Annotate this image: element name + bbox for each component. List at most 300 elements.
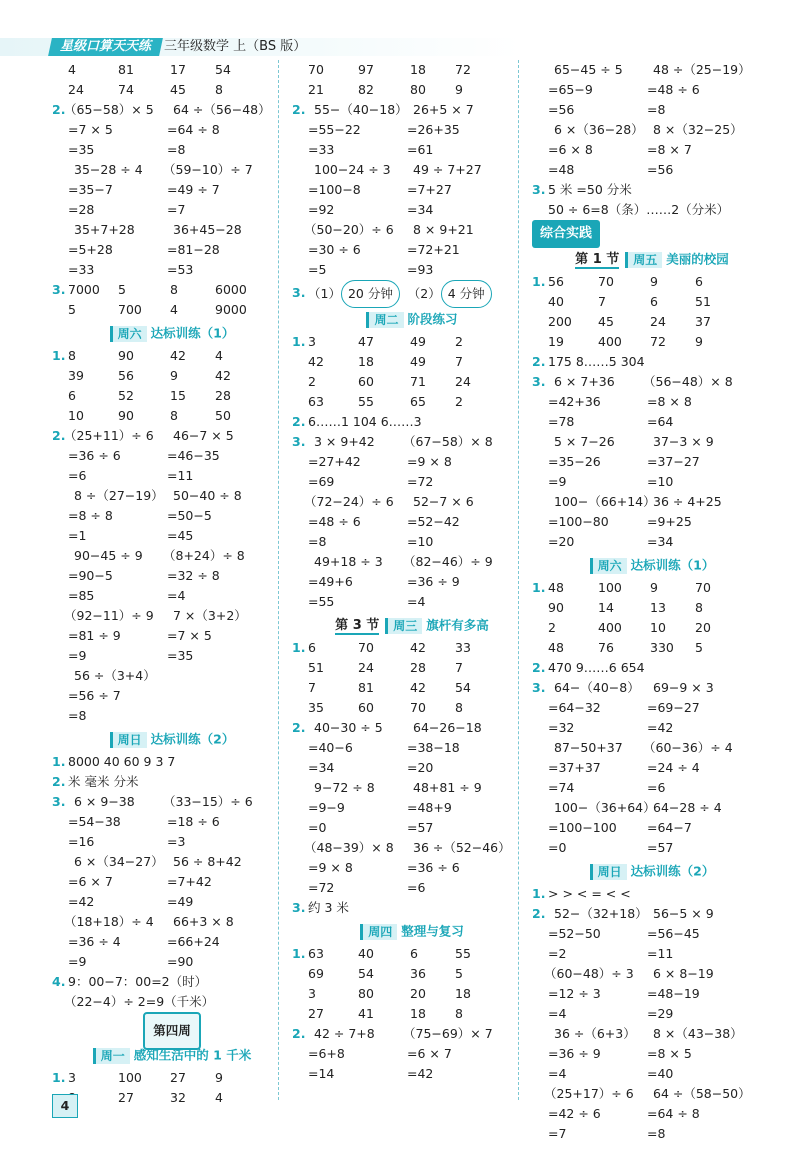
answer-cell: =20	[407, 760, 434, 775]
answer-row	[52, 626, 292, 646]
answer-row	[532, 180, 772, 200]
answer-row	[292, 658, 532, 678]
section-heading	[292, 918, 532, 944]
answer-row	[532, 200, 772, 220]
answer-row	[52, 346, 292, 366]
answer-cell: 80	[410, 82, 426, 97]
answer-row	[52, 386, 292, 406]
answer-cell: 7	[308, 680, 316, 695]
answer-cell: 54	[455, 680, 471, 695]
answer-cell: =9 × 8	[308, 860, 353, 875]
answer-cell: 63	[308, 946, 324, 961]
answer-cell: 24	[68, 82, 84, 97]
answer-cell: 10	[68, 408, 84, 423]
answer-cell: =100−100	[548, 820, 617, 835]
answer-cell: 51	[695, 294, 711, 309]
answer-row	[52, 140, 292, 160]
answer-cell: 5	[68, 302, 76, 317]
answer-row	[532, 778, 772, 798]
answer-cell: =32	[548, 720, 575, 735]
answer-row	[52, 280, 292, 300]
answer-row	[292, 818, 532, 838]
answer-cell: =14	[308, 1066, 335, 1081]
answer-row	[52, 912, 292, 932]
answer-cell: 90	[548, 600, 564, 615]
answer-row	[532, 944, 772, 964]
answer-cell: （56−48）× 8	[643, 374, 733, 389]
section-heading	[292, 612, 532, 638]
answer-cell: 8	[455, 1006, 463, 1021]
answer-cell: 48 ÷（25−19）	[653, 62, 751, 77]
answer-row	[52, 892, 292, 912]
answer-cell: =8	[68, 708, 87, 723]
answer-cell: =90	[167, 954, 194, 969]
answer-cell: =5+28	[68, 242, 113, 257]
answer-cell: =61	[407, 142, 434, 157]
answer-cell: =12 ÷ 3	[548, 986, 601, 1001]
answer-cell: =64−7	[647, 820, 692, 835]
answer-cell: 8	[170, 282, 178, 297]
answer-cell: =74	[548, 780, 575, 795]
answer-cell: 70	[358, 640, 374, 655]
answer-cell: 64−26−18	[413, 720, 482, 735]
answer-cell: 18	[410, 1006, 426, 1021]
question-number: 2.	[292, 720, 306, 735]
answer-row	[532, 100, 772, 120]
answer-cell: 24	[455, 374, 471, 389]
answer-cell: =48 ÷ 6	[308, 514, 361, 529]
answer-cell: （50−20）÷ 6	[304, 222, 394, 237]
answer-cell: 18	[358, 354, 374, 369]
answer-cell: 64 ÷（58−50）	[653, 1086, 751, 1101]
answer-row	[52, 160, 292, 180]
answer-cell: 10	[650, 620, 666, 635]
answer-cell: 200	[548, 314, 572, 329]
answer-cell: 20	[695, 620, 711, 635]
answer-cell: =8 ÷ 8	[68, 508, 113, 523]
answer-cell: 9	[170, 368, 178, 383]
answer-row	[292, 80, 532, 100]
answer-cell: 70	[308, 62, 324, 77]
answer-cell: =81 ÷ 9	[68, 628, 121, 643]
answer-row	[532, 292, 772, 312]
answer-cell: =0	[548, 840, 567, 855]
question-number: 2.	[52, 774, 66, 789]
answer-row	[52, 526, 292, 546]
answer-cell: 69	[308, 966, 324, 981]
answer-cell: （59−10）÷ 7	[163, 162, 253, 177]
answer-row	[52, 406, 292, 426]
answer-cell: 2	[548, 620, 556, 635]
answer-row	[52, 706, 292, 726]
answer-cell: =36 ÷ 6	[407, 860, 460, 875]
answer-cell: 5	[455, 966, 463, 981]
answer-cell: =57	[647, 840, 674, 855]
question-number: 2.	[532, 906, 546, 921]
answer-cell: 7	[455, 660, 463, 675]
answer-cell: 39	[68, 368, 84, 383]
answer-row	[532, 638, 772, 658]
answer-cell: 82	[358, 82, 374, 97]
answer-row	[52, 792, 292, 812]
answer-cell: 18	[455, 986, 471, 1001]
answer-cell: 米 毫米 分米	[68, 774, 139, 789]
answer-cell: > > < = < <	[548, 886, 631, 901]
answer-cell: 18	[410, 62, 426, 77]
answer-cell: 40−30 ÷ 5	[314, 720, 383, 735]
answer-row	[532, 658, 772, 678]
question-number: 2.	[52, 428, 66, 443]
answer-cell: 50	[215, 408, 231, 423]
answer-row	[52, 812, 292, 832]
answer-cell: =40	[647, 1066, 674, 1081]
day-badge: 周日	[110, 732, 147, 748]
answer-row	[532, 372, 772, 392]
answer-cell: =5	[308, 262, 327, 277]
answer-cell: =72	[407, 474, 434, 489]
answer-cell: 48	[548, 640, 564, 655]
answer-cell: 6 × 7+36	[554, 374, 615, 389]
answer-row	[532, 160, 772, 180]
answer-row	[52, 872, 292, 892]
circled-answer: 20 分钟	[341, 280, 400, 308]
question-number: 2.	[52, 102, 66, 117]
answer-row	[292, 878, 532, 898]
answer-cell: 56 ÷ 8+42	[173, 854, 242, 869]
answer-row	[52, 180, 292, 200]
answer-row	[532, 432, 772, 452]
answer-row	[532, 578, 772, 598]
brand-label: 星级口算天天练	[48, 38, 163, 56]
answer-cell: 8 ×（43−38）	[653, 1026, 743, 1041]
answer-row	[532, 738, 772, 758]
day-badge: 周四	[360, 924, 397, 940]
section-title: 阶段练习	[407, 311, 458, 327]
answer-column-1	[52, 60, 292, 1108]
answer-cell: （22−4）÷ 2=9（千米）	[64, 994, 215, 1009]
answer-cell: =8 × 8	[647, 394, 692, 409]
answer-row	[52, 646, 292, 666]
answer-cell: 36 ÷（6+3）	[554, 1026, 636, 1041]
answer-row	[532, 678, 772, 698]
answer-row	[292, 838, 532, 858]
answer-row	[52, 1088, 292, 1108]
answer-cell: 27	[118, 1090, 134, 1105]
answer-row	[532, 312, 772, 332]
answer-row	[52, 466, 292, 486]
answer-row	[532, 452, 772, 472]
answer-cell: 8	[215, 82, 223, 97]
answer-cell: =28	[68, 202, 95, 217]
answer-cell: =18 ÷ 6	[167, 814, 220, 829]
question-number: 2.	[292, 102, 306, 117]
answer-cell: =27+42	[308, 454, 361, 469]
answer-cell: =7 × 5	[167, 628, 212, 643]
answer-cell: 51	[308, 660, 324, 675]
answer-cell: （92−11）÷ 9	[64, 608, 154, 623]
answer-cell: =66+24	[167, 934, 220, 949]
answer-cell: 42	[410, 680, 426, 695]
sub-label: （2）	[407, 286, 441, 301]
answer-cell: =38−18	[407, 740, 460, 755]
answer-cell: 35	[308, 700, 324, 715]
answer-cell: 9	[695, 334, 703, 349]
section-heading	[532, 552, 772, 578]
answer-cell: 42	[410, 640, 426, 655]
answer-cell: 66+3 × 8	[173, 914, 234, 929]
question-number: 3.	[292, 900, 306, 915]
answer-cell: （72−24）÷ 6	[304, 494, 394, 509]
answer-cell: 8000 40 60 9 3 7	[68, 754, 176, 769]
answer-row	[52, 220, 292, 240]
answer-cell: =93	[407, 262, 434, 277]
section-heading	[52, 726, 292, 752]
answer-row	[532, 964, 772, 984]
answer-cell: 2	[455, 394, 463, 409]
answer-cell: =53	[167, 262, 194, 277]
answer-cell: =69	[308, 474, 335, 489]
answer-cell: =32 ÷ 8	[167, 568, 220, 583]
answer-cell: =7 × 5	[68, 122, 113, 137]
answer-cell: 48+81 ÷ 9	[413, 780, 482, 795]
answer-cell: 36 ÷ 4+25	[653, 494, 722, 509]
answer-cell: =78	[548, 414, 575, 429]
answer-row	[532, 492, 772, 512]
answer-cell: 470 9……6 654	[548, 660, 645, 675]
answer-cell: 71	[410, 374, 426, 389]
answer-row	[292, 432, 532, 452]
answer-cell: 24	[358, 660, 374, 675]
answer-row	[292, 240, 532, 260]
answer-cell: 100	[598, 580, 622, 595]
answer-row	[292, 552, 532, 572]
answer-cell: 45	[598, 314, 614, 329]
answer-cell: =42 ÷ 6	[548, 1106, 601, 1121]
answer-row	[292, 492, 532, 512]
answer-cell: （25+11）÷ 6	[64, 428, 154, 443]
answer-cell: =36 ÷ 6	[68, 448, 121, 463]
answer-row	[532, 1044, 772, 1064]
answer-cell: 100−24 ÷ 3	[314, 162, 391, 177]
answer-row	[52, 260, 292, 280]
answer-row	[532, 1084, 772, 1104]
answer-cell: =52−42	[407, 514, 460, 529]
answer-cell: 8 × 9+21	[413, 222, 474, 237]
answer-cell: =37+37	[548, 760, 601, 775]
answer-cell: 8	[170, 408, 178, 423]
answer-row	[532, 272, 772, 292]
answer-cell: 55	[358, 394, 374, 409]
answer-row	[52, 80, 292, 100]
answer-cell: 70	[695, 580, 711, 595]
answer-cell: =36 ÷ 9	[548, 1046, 601, 1061]
answer-cell: =72+21	[407, 242, 460, 257]
answer-row	[292, 60, 532, 80]
answer-cell: 54	[215, 62, 231, 77]
answer-row	[52, 972, 292, 992]
answer-cell: 4	[215, 1090, 223, 1105]
answer-cell: =0	[308, 820, 327, 835]
answer-cell: 56 ÷（3+4）	[74, 668, 156, 683]
answer-row	[532, 798, 772, 818]
lesson-number: 第 1 节	[575, 251, 620, 267]
answer-cell: =9	[548, 474, 567, 489]
answer-cell: =6 × 8	[548, 142, 593, 157]
section-heading	[532, 858, 772, 884]
answer-cell: 5	[695, 640, 703, 655]
answer-cell: 56−5 × 9	[653, 906, 714, 921]
answer-cell: 9	[215, 1070, 223, 1085]
answer-cell: =7+42	[167, 874, 212, 889]
answer-row	[532, 352, 772, 372]
answer-row	[52, 426, 292, 446]
answer-cell: =46−35	[167, 448, 220, 463]
answer-column-3	[532, 60, 772, 1144]
question-number: 3.	[532, 182, 546, 197]
answer-cell: 35−28 ÷ 4	[74, 162, 143, 177]
answer-cell: 8	[68, 348, 76, 363]
answer-cell: 80	[358, 986, 374, 1001]
question-number: 3.	[532, 374, 546, 389]
answer-cell: 42	[308, 354, 324, 369]
answer-cell: 56	[548, 274, 564, 289]
answer-cell: =6	[647, 780, 666, 795]
answer-cell: 63	[308, 394, 324, 409]
answer-cell: 50 ÷ 6=8（条）……2（分米）	[548, 202, 730, 217]
question-number: 1.	[52, 348, 66, 363]
answer-cell: 97	[358, 62, 374, 77]
answer-row	[532, 1004, 772, 1024]
answer-cell: =56	[548, 102, 575, 117]
page-header	[0, 34, 800, 60]
answer-cell: 52−（32+18）	[554, 906, 648, 921]
answer-row	[52, 992, 292, 1012]
answer-cell: 55−（40−18）	[314, 102, 408, 117]
answer-cell: 49 ÷ 7+27	[413, 162, 482, 177]
answer-cell: 49	[410, 334, 426, 349]
answer-row	[532, 1124, 772, 1144]
answer-cell: =8 × 7	[647, 142, 692, 157]
answer-cell: =35−26	[548, 454, 601, 469]
answer-cell: =92	[308, 202, 335, 217]
answer-cell: =8	[647, 1126, 666, 1141]
answer-row	[532, 412, 772, 432]
answer-row	[532, 884, 772, 904]
answer-cell: =11	[647, 946, 674, 961]
answer-cell: =7+27	[407, 182, 452, 197]
answer-row	[532, 472, 772, 492]
answer-row	[292, 718, 532, 738]
question-number: 3.	[52, 794, 66, 809]
answer-cell: 36 ÷（52−46）	[413, 840, 511, 855]
answer-cell: =35	[68, 142, 95, 157]
answer-cell: 14	[598, 600, 614, 615]
answer-cell: =49	[167, 894, 194, 909]
answer-cell: 69−9 × 3	[653, 680, 714, 695]
answer-cell: =6 × 7	[68, 874, 113, 889]
answer-cell: 4	[68, 62, 76, 77]
answer-row	[532, 512, 772, 532]
day-badge: 周三	[385, 618, 422, 634]
answer-cell: 6 × 8−19	[653, 966, 714, 981]
answer-cell: 36	[410, 966, 426, 981]
answer-row	[292, 512, 532, 532]
week-label: 第四周	[143, 1012, 201, 1050]
answer-cell: 60	[358, 700, 374, 715]
answer-cell: 20	[410, 986, 426, 1001]
answer-cell: （33−15）÷ 6	[163, 794, 253, 809]
answer-cell: 37−3 × 9	[653, 434, 714, 449]
answer-row	[292, 778, 532, 798]
question-number: 3.	[532, 680, 546, 695]
answer-cell: 60	[358, 374, 374, 389]
answer-cell: =52−50	[548, 926, 601, 941]
answer-cell: 400	[598, 620, 622, 635]
answer-row	[292, 758, 532, 778]
answer-cell: =9+25	[647, 514, 692, 529]
answer-cell: =2	[548, 946, 567, 961]
answer-row	[52, 506, 292, 526]
answer-cell: 42	[215, 368, 231, 383]
answer-row	[292, 200, 532, 220]
answer-cell: =64 ÷ 8	[647, 1106, 700, 1121]
answer-cell: =100−8	[308, 182, 361, 197]
answer-cell: 15	[170, 388, 186, 403]
answer-cell: =48	[548, 162, 575, 177]
answer-row	[532, 1104, 772, 1124]
answer-cell: =49+6	[308, 574, 353, 589]
answer-cell: =85	[68, 588, 95, 603]
answer-cell: =9	[68, 954, 87, 969]
answer-cell: 47	[358, 334, 374, 349]
answer-cell: 3	[308, 986, 316, 1001]
answer-cell: 35+7+28	[74, 222, 135, 237]
answer-cell: =50−5	[167, 508, 212, 523]
answer-row	[52, 1068, 292, 1088]
answer-row	[292, 220, 532, 240]
answer-cell: 7000	[68, 282, 100, 297]
answer-cell: =11	[167, 468, 194, 483]
answer-cell: 65	[410, 394, 426, 409]
answer-row	[292, 698, 532, 718]
answer-cell: =34	[308, 760, 335, 775]
answer-cell: 9	[650, 274, 658, 289]
section-title: 达标训练（1）	[630, 557, 715, 573]
answer-row	[292, 160, 532, 180]
answer-cell: 6	[410, 946, 418, 961]
answer-cell: =36 ÷ 4	[68, 934, 121, 949]
answer-cell: =8 × 5	[647, 1046, 692, 1061]
answer-cell: =65−9	[548, 82, 593, 97]
answer-cell: （18+18）÷ 4	[64, 914, 154, 929]
day-badge: 周日	[590, 864, 627, 880]
answer-cell: 28	[410, 660, 426, 675]
answer-cell: 9000	[215, 302, 247, 317]
answer-cell: （75−69）× 7	[403, 1026, 493, 1041]
answer-row	[532, 984, 772, 1004]
answer-cell: 100	[118, 1070, 142, 1085]
answer-cell: 9−72 ÷ 8	[314, 780, 375, 795]
answer-cell: 4	[170, 302, 178, 317]
answer-cell: =10	[407, 534, 434, 549]
answer-cell: =69−27	[647, 700, 700, 715]
answer-row	[532, 1024, 772, 1044]
answer-cell: =33	[68, 262, 95, 277]
answer-cell: =34	[647, 534, 674, 549]
answer-cell: =8	[308, 534, 327, 549]
answer-cell: =1	[68, 528, 87, 543]
answer-row	[292, 100, 532, 120]
